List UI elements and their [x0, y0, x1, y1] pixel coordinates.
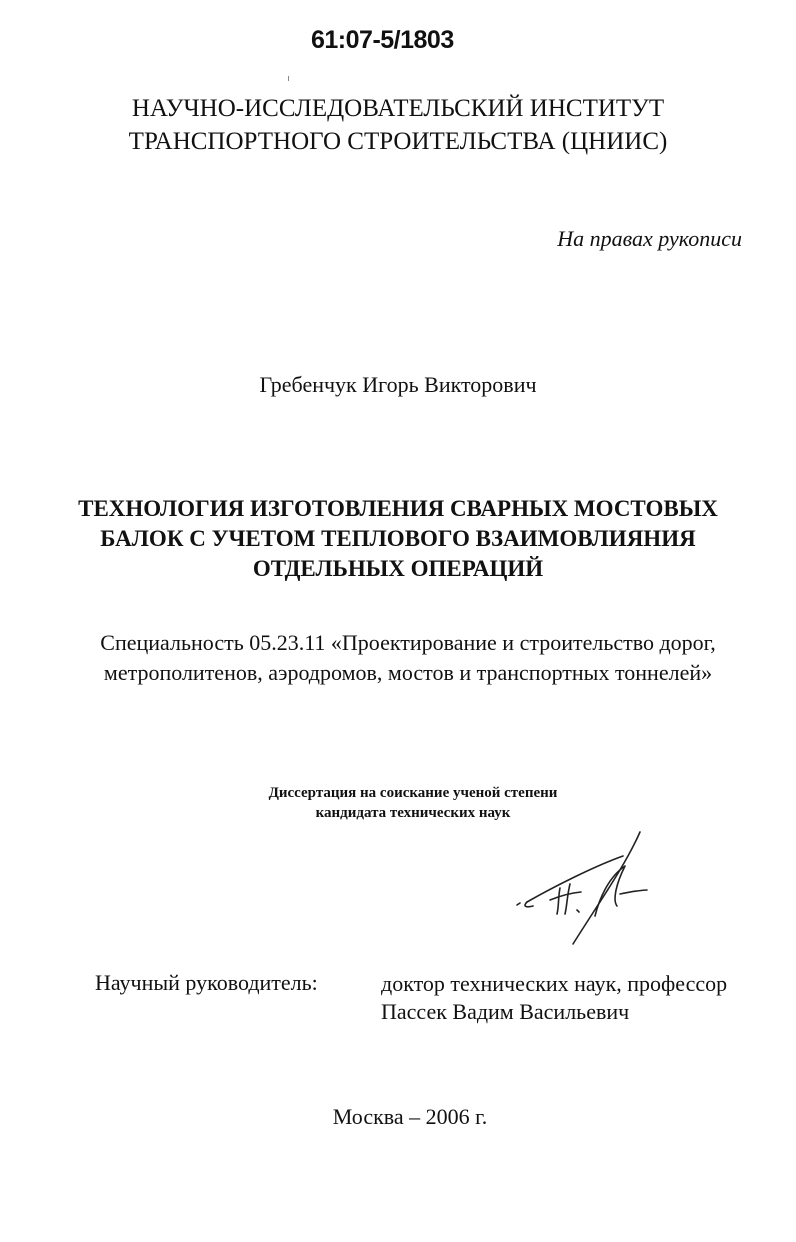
catalog-number: 61:07-5/1803	[311, 26, 454, 54]
degree-line-2: кандидата технических наук	[315, 805, 511, 821]
title-line-1: ТЕХНОЛОГИЯ ИЗГОТОВЛЕНИЯ СВАРНЫХ МОСТОВЫХ	[78, 496, 718, 521]
scan-speck	[288, 76, 289, 81]
specialty-line-1: Специальность 05.23.11 «Проектирование и строительство дорог,	[100, 630, 716, 655]
institute-line-1: НАУЧНО-ИССЛЕДОВАТЕЛЬСКИЙ ИНСТИТУТ	[131, 95, 665, 122]
advisor-degree: доктор технических наук, профессор	[381, 971, 728, 996]
manuscript-note: На правах рукописи	[557, 226, 742, 251]
specialty-line-2: метрополитенов, аэродромов, мостов и транспортных тоннелей»	[103, 660, 713, 685]
specialty	[0, 628, 796, 688]
advisor-info	[381, 970, 727, 1026]
handwritten-signature	[515, 826, 665, 951]
institute-line-2: ТРАНСПОРТНОГО СТРОИТЕЛЬСТВА (ЦНИИС)	[128, 128, 668, 155]
city-year: Москва – 2006 г.	[332, 1104, 488, 1129]
degree-statement	[0, 783, 796, 823]
advisor-label: Научный руководитель:	[95, 970, 318, 995]
degree-line-1: Диссертация на соискание ученой степени	[268, 785, 558, 801]
institute-name	[0, 92, 796, 158]
author-name: Гребенчук Игорь Викторович	[259, 372, 537, 397]
dissertation-title	[0, 494, 796, 584]
advisor-name: Пассек Вадим Васильевич	[381, 999, 630, 1024]
title-line-2: БАЛОК С УЧЕТОМ ТЕПЛОВОГО ВЗАИМОВЛИЯНИЯ	[100, 526, 696, 551]
title-line-3: ОТДЕЛЬНЫХ ОПЕРАЦИЙ	[252, 556, 544, 581]
